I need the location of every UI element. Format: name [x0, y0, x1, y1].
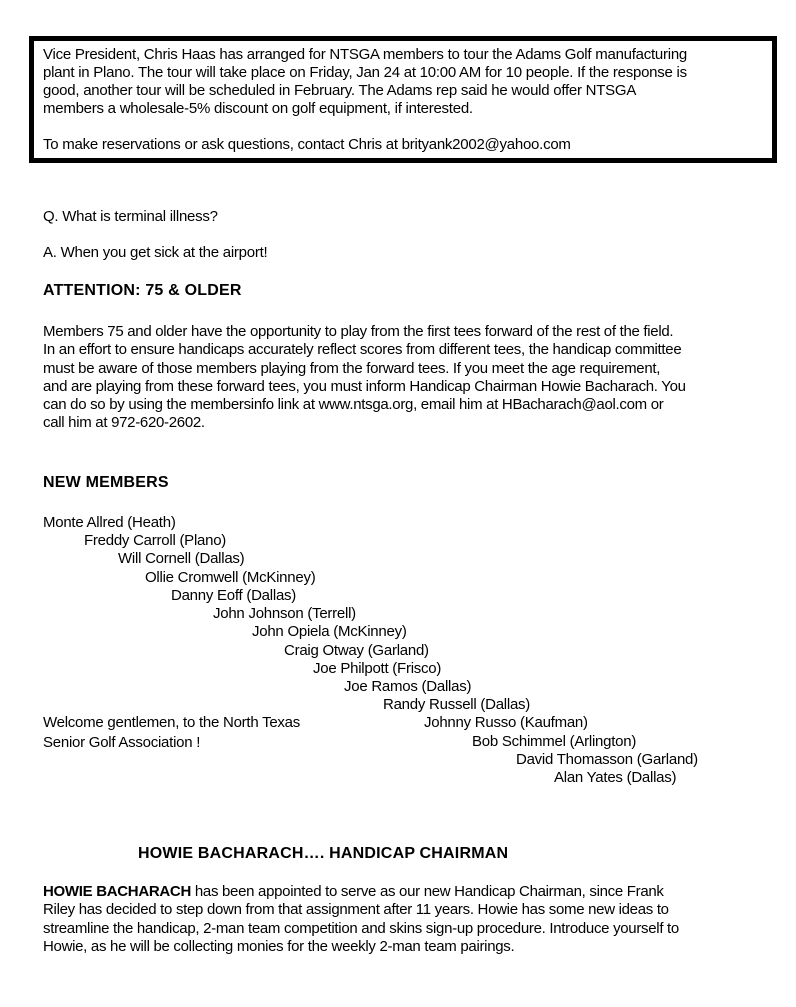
- member-name: Bob Schimmel (Arlington): [472, 733, 637, 750]
- notice-contact: To make reservations or ask questions, contact Chris at brityank2002@yahoo.com: [43, 136, 571, 153]
- member-name: Joe Ramos (Dallas): [344, 678, 472, 695]
- paragraph-line: call him at 972-620-2602.: [43, 414, 205, 432]
- new-members-heading: NEW MEMBERS: [43, 474, 169, 491]
- paragraph-line-rest: has been appointed to serve as our new Handicap Chairman, since Frank: [191, 883, 664, 900]
- paragraph-line: streamline the handicap, 2-man team competition and skins sign-up procedure. Introduce yourself to: [43, 919, 679, 937]
- member-name: Freddy Carroll (Plano): [84, 532, 227, 549]
- notice-line: members a wholesale-5% discount on golf equipment, if interested.: [43, 100, 473, 117]
- notice-line: plant in Plano. The tour will take place on Friday, Jan 24 at 10:00 AM for 10 people. If the response is: [43, 64, 687, 81]
- paragraph-line: [43, 883, 768, 901]
- tour-notice-box: [29, 36, 777, 163]
- notice-line: Vice President, Chris Haas has arranged for NTSGA members to tour the Adams Golf manufacturing: [43, 46, 688, 63]
- member-name: Monte Allred (Heath): [43, 514, 176, 531]
- member-name: Joe Philpott (Frisco): [313, 660, 442, 677]
- joke-question: Q. What is terminal illness?: [43, 208, 218, 225]
- paragraph-line: Riley has decided to step down from that assignment after 11 years. Howie has some new ideas to: [43, 901, 669, 919]
- joke-answer: A. When you get sick at the airport!: [43, 244, 268, 261]
- handicap-paragraph: [43, 883, 768, 956]
- member-name: Alan Yates (Dallas): [554, 769, 677, 786]
- handicap-heading: HOWIE BACHARACH…. HANDICAP CHAIRMAN: [138, 845, 509, 862]
- member-name: Johnny Russo (Kaufman): [424, 714, 588, 731]
- member-name: John Opiela (McKinney): [252, 623, 407, 640]
- paragraph-line: Howie, as he will be collecting monies for the weekly 2-man team pairings.: [43, 937, 515, 955]
- paragraph-line: must be aware of those members playing from the forward tees. If you meet the age requirement,: [43, 359, 661, 377]
- member-name: David Thomasson (Garland): [516, 751, 698, 768]
- paragraph-line: can do so by using the membersinfo link at www.ntsga.org, email him at HBacharach@aol.com or: [43, 396, 664, 414]
- lead-name: HOWIE BACHARACH: [43, 883, 191, 900]
- paragraph-line: and are playing from these forward tees, you must inform Handicap Chairman Howie Bacharach. You: [43, 377, 686, 395]
- attention-paragraph: [43, 323, 768, 433]
- member-name: Randy Russell (Dallas): [383, 696, 531, 713]
- attention-heading: ATTENTION: 75 & OLDER: [43, 282, 242, 299]
- notice-line: good, another tour will be scheduled in February. The Adams rep said he would offer NTSGA: [43, 82, 637, 99]
- member-name: John Johnson (Terrell): [213, 605, 356, 622]
- member-name: Danny Eoff (Dallas): [171, 587, 297, 604]
- welcome-line: Senior Golf Association !: [43, 734, 201, 751]
- member-name: Craig Otway (Garland): [284, 642, 429, 659]
- welcome-line: Welcome gentlemen, to the North Texas: [43, 714, 300, 731]
- member-name: Will Cornell (Dallas): [118, 550, 245, 567]
- paragraph-line: Members 75 and older have the opportunity to play from the first tees forward of the rest of the field.: [43, 323, 674, 340]
- member-name: Ollie Cromwell (McKinney): [145, 569, 316, 586]
- paragraph-line: In an effort to ensure handicaps accurately reflect scores from different tees, the handicap committee: [43, 341, 682, 359]
